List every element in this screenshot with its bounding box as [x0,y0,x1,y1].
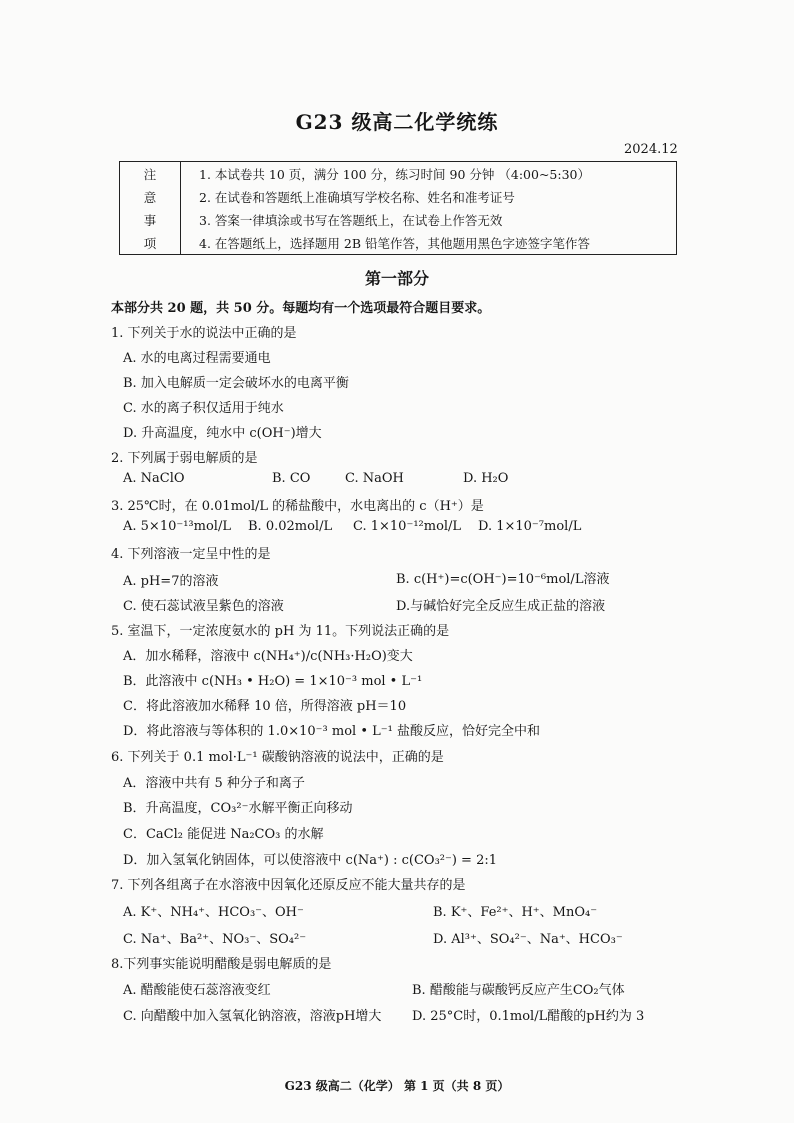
option-b: B. 醋酸能与碳酸钙反应产生CO₂气体 [412,983,625,998]
option-b: B. K⁺、Fe²⁺、H⁺、MnO₄⁻ [433,905,598,920]
option-c: C. 使石蕊试液呈紫色的溶液 [123,599,284,614]
exam-title: G23 级高二化学统练 [295,110,499,134]
option-d: D.与碱恰好完全反应生成正盐的溶液 [396,599,606,614]
question-stem: 7. 下列各组离子在水溶液中因氧化还原反应不能大量共存的是 [111,878,466,893]
notes-label: 注 [120,162,181,186]
option-c: C. 向醋酸中加入氢氧化钠溶液，溶液pH增大 [123,1009,382,1024]
notes-label: 项 [120,231,181,255]
notes-item: 1. 本试卷共 10 页，满分 100 分，练习时间 90 分钟 （4:00~5:30） [181,162,677,186]
question-stem: 6. 下列关于 0.1 mol·L⁻¹ 碳酸钠溶液的说法中，正确的是 [111,750,444,765]
option-c: C. 水的离子积仅适用于纯水 [123,401,284,416]
option-d: D．将此溶液与等体积的 1.0×10⁻³ mol • L⁻¹ 盐酸反应，恰好完全中和 [123,724,540,739]
option-a: A．溶液中共有 5 种分子和离子 [123,776,305,791]
option-d: D．加入氢氧化钠固体，可以使溶液中 c(Na⁺) : c(CO₃²⁻) = 2:1 [123,853,498,868]
question-stem: 2. 下列属于弱电解质的是 [111,451,258,466]
option-d: D. Al³⁺、SO₄²⁻、Na⁺、HCO₃⁻ [433,932,623,947]
option-a: A. 水的电离过程需要通电 [123,351,271,366]
exam-date: 2024.12 [624,142,678,157]
question-stem: 4. 下列溶液一定呈中性的是 [111,547,271,562]
option-c: C．CaCl₂ 能促进 Na₂CO₃ 的水解 [123,827,324,842]
question-stem: 5. 室温下，一定浓度氨水的 pH 为 11。下列说法正确的是 [111,624,450,639]
option-c: C. NaOH [345,471,404,486]
option-a: A．加水稀释，溶液中 c(NH₄⁺)/c(NH₃·H₂O)变大 [123,649,413,664]
page-footer: G23 级高二（化学） 第 1 页（共 8 页） [284,1079,510,1093]
question-stem: 3. 25℃时，在 0.01mol/L 的稀盐酸中，水电离出的 c（H⁺）是 [111,499,484,514]
notes-item: 2. 在试卷和答题纸上准确填写学校名称、姓名和准考证号 [181,185,677,208]
question-stem: 1. 下列关于水的说法中正确的是 [111,326,297,341]
option-a: A. NaClO [123,471,185,486]
notes-label: 事 [120,208,181,231]
option-a: A. pH=7的溶液 [123,574,219,589]
option-d: D. H₂O [463,471,509,486]
notes-table [119,161,677,255]
option-b: B．此溶液中 c(NH₃ • H₂O) = 1×10⁻³ mol • L⁻¹ [123,674,423,689]
option-d: D. 升高温度，纯水中 c(OH⁻)增大 [123,426,322,441]
notes-item: 4. 在答题纸上，选择题用 2B 铅笔作答，其他题用黑色字迹签字笔作答 [181,231,677,255]
option-b: B. 加入电解质一定会破坏水的电离平衡 [123,376,349,391]
option-b: B. 0.02mol/L [248,519,333,534]
option-d: D. 1×10⁻⁷mol/L [478,519,582,534]
option-a: A. 5×10⁻¹³mol/L [123,519,231,534]
option-c: C. Na⁺、Ba²⁺、NO₃⁻、SO₄²⁻ [123,932,307,947]
option-b: B. c(H⁺)=c(OH⁻)=10⁻⁶mol/L溶液 [396,572,610,587]
notes-item: 3. 答案一律填涂或书写在答题纸上，在试卷上作答无效 [181,208,677,231]
question-stem: 8.下列事实能说明醋酸是弱电解质的是 [111,957,332,972]
option-d: D. 25°C时，0.1mol/L醋酸的pH约为 3 [412,1009,645,1024]
option-a: A. 醋酸能使石蕊溶液变红 [123,983,271,998]
option-b: B. CO [272,471,311,486]
part-instruction: 本部分共 20 题，共 50 分。每题均有一个选项最符合题目要求。 [111,301,491,316]
option-a: A. K⁺、NH₄⁺、HCO₃⁻、OH⁻ [123,905,304,920]
option-b: B．升高温度，CO₃²⁻水解平衡正向移动 [123,801,353,816]
notes-label: 意 [120,185,181,208]
option-c: C. 1×10⁻¹²mol/L [353,519,462,534]
part-title: 第一部分 [364,269,429,288]
option-c: C．将此溶液加水稀释 10 倍，所得溶液 pH＝10 [123,699,407,714]
